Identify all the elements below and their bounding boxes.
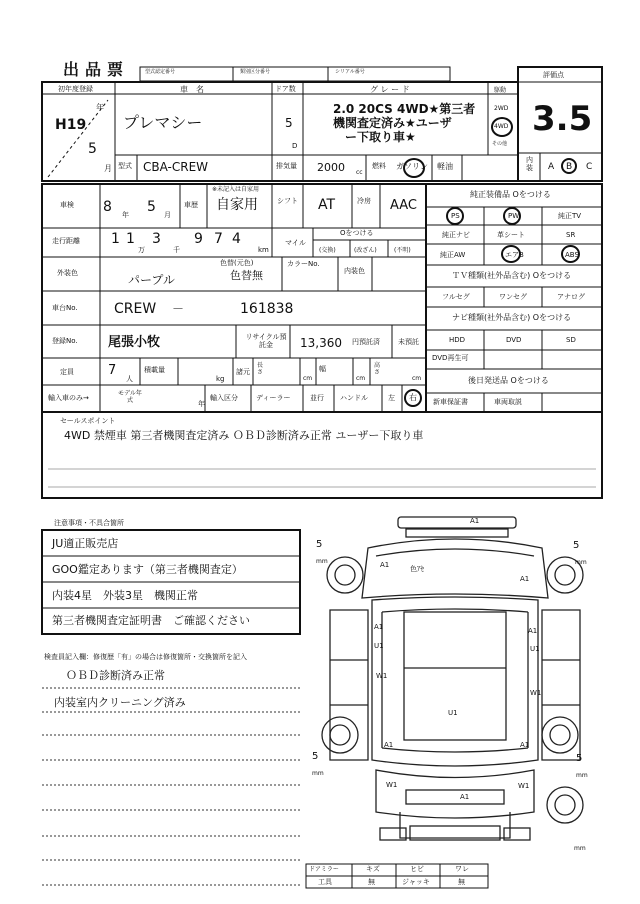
mark-door-fr-u: U1: [530, 645, 540, 653]
equip-abs: ABS: [565, 251, 579, 259]
equip-leather: 革シート: [497, 231, 525, 239]
mark-door-fl-u: U1: [374, 642, 384, 650]
notes-line-1: JU適正販売店: [52, 537, 119, 550]
navi-dvd: DVD: [506, 336, 522, 344]
later-title: 後日発送品 Oをつける: [468, 376, 549, 385]
mark-bumper-front: A1: [470, 517, 480, 525]
equip-abs-circle: [561, 245, 580, 263]
height-label: 高さ: [374, 362, 381, 376]
fuel-diesel: 軽油: [437, 162, 453, 171]
mark-door-rl: W1: [376, 672, 388, 680]
equip-airbag-circle: [501, 245, 521, 263]
drive-other: その他: [492, 141, 508, 147]
interior-label: 内装: [526, 156, 533, 172]
mark-qtr-rr: A1: [520, 741, 530, 749]
capacity-label: 定員: [60, 368, 74, 376]
shaken-year: 8: [103, 199, 112, 215]
mileage-digit-4: 9: [194, 231, 203, 247]
fuel-circle: [403, 158, 425, 178]
footer-tools: 工具: [318, 878, 332, 886]
mark-door-fl: A1: [374, 623, 384, 631]
fuel-gasoline: ガソリン: [396, 162, 428, 171]
tread-unit-rr: mm: [576, 772, 588, 779]
recycle-unit: 円預託済: [352, 338, 380, 346]
handle-right: 右: [409, 393, 417, 402]
shaken-year-unit: 年: [122, 211, 129, 219]
interior-b-circle: [561, 158, 577, 174]
car-name-label: 車 名: [180, 85, 204, 94]
model-value: CBA-CREW: [143, 160, 209, 174]
tread-unit-spare: mm: [574, 845, 586, 852]
model-year-label: モデル年式: [118, 390, 142, 405]
handle-label: ハンドル: [340, 394, 368, 402]
drive-label: 駆動: [494, 87, 507, 94]
load-label: 積載量: [144, 366, 165, 374]
navi-hdd: HDD: [449, 336, 466, 344]
doors-value: 5: [285, 116, 293, 130]
rating-value: 3.5: [532, 99, 593, 139]
tv-title: ＴＶ種類(社外品含む) Oをつける: [452, 271, 572, 280]
mark-rear-l: W1: [386, 781, 398, 789]
mark-bumper-rear: A1: [460, 793, 470, 801]
displacement-label: 排気量: [276, 162, 297, 170]
mileage-digit-6: 4: [232, 231, 241, 247]
equip-pw: PW: [508, 212, 520, 220]
mark-rear-r: W1: [518, 782, 530, 790]
import-parallel: 並行: [310, 394, 324, 402]
inspector-label: 検査員記入欄：修復歴「有」の場合は修復箇所・交換箇所を記入: [44, 653, 247, 661]
drive-2wd: 2WD: [494, 105, 509, 112]
displacement-unit: cc: [356, 169, 363, 176]
plate-label: 登録No.: [52, 337, 78, 345]
model-label: 型式: [118, 162, 132, 170]
interior-color-label: 内装色: [344, 267, 365, 275]
mark-qtr-rl: A1: [384, 741, 394, 749]
plate-value: 尾張小牧: [108, 335, 161, 350]
mileage-label: 走行距離: [52, 237, 80, 245]
shaken-month: 5: [147, 199, 156, 215]
car-name: プレマシー: [123, 113, 203, 132]
tv-oneseg: ワンセグ: [499, 293, 527, 301]
equip-pw-circle: [503, 207, 521, 225]
year-unit: 年: [96, 103, 104, 112]
inspector-line-2: 内装室内クリーニング済み: [54, 696, 186, 709]
history-label: 車歴: [184, 201, 198, 209]
tread-front-right: 5: [573, 540, 580, 551]
mileage-digit-5: 7: [214, 231, 223, 247]
mileage-digit-1: 1: [111, 231, 120, 247]
first-reg-label: 初年度登録: [58, 85, 93, 93]
displacement-value: 2000: [317, 161, 345, 174]
reg-month: 5: [88, 141, 97, 157]
mark-fade: 色ｱｾ: [410, 565, 424, 573]
ac-label: 冷房: [357, 197, 371, 205]
capacity-unit: 人: [126, 375, 133, 383]
tread-unit-fl: mm: [316, 558, 328, 565]
handle-right-circle: [404, 389, 422, 407]
tread-front-left: 5: [316, 539, 323, 550]
tv-fullseg: フルセグ: [442, 293, 470, 301]
length-cm: cm: [303, 375, 313, 382]
footer-mirror-label: ドアミラー: [309, 866, 339, 873]
ac-value: AAC: [390, 198, 417, 213]
footer-break-label: ワレ: [455, 865, 469, 873]
class-label: 類別区分番号: [240, 69, 271, 75]
fuel-label: 燃料: [372, 162, 386, 170]
history-note: ※未記入は自家用: [212, 186, 260, 193]
recycle-label: リサイクル預託金: [245, 333, 287, 350]
shift-label: シフト: [277, 197, 298, 205]
load-kg: kg: [216, 375, 225, 383]
grade-line-3: ー下取り車★: [345, 130, 416, 144]
width-cm: cm: [356, 375, 366, 382]
model-year-unit: 年: [198, 400, 205, 408]
import-class-label: 輸入区分: [210, 394, 238, 402]
tread-rear-left: 5: [312, 751, 319, 762]
meter-exchange: (交換): [319, 247, 336, 254]
shaken-month-unit: 月: [164, 211, 171, 219]
equip-tv: 純正TV: [558, 212, 582, 220]
mark-door-rr: W1: [530, 689, 542, 697]
chassis-number: 161838: [240, 301, 294, 317]
equip-sr: SR: [566, 231, 576, 239]
height-cm: cm: [412, 375, 422, 382]
sales-point-text: 4WD 禁煙車 第三者機関査定済み ＯＢＤ診断済み正常 ユーザー下取り車: [64, 429, 424, 442]
equip-ps: PS: [451, 212, 460, 220]
interior-c: C: [586, 162, 593, 172]
handle-left: 左: [388, 394, 395, 402]
length-label: 長さ: [257, 362, 264, 376]
tv-analog: アナログ: [557, 293, 585, 301]
recycle-amount: 13,360: [300, 336, 342, 350]
serial-label: シリアル番号: [335, 69, 365, 75]
month-unit: 月: [104, 164, 112, 173]
grade-line-2: 機関査定済み★ユーザ: [333, 116, 452, 130]
meter-tamper: (改ざん): [354, 247, 377, 254]
footer-jack: ジャッキ: [402, 878, 430, 886]
meter-unknown: (不明): [394, 247, 411, 254]
dvd-playback: DVD再生可: [432, 354, 469, 362]
mileage-digit-2: 1: [126, 231, 135, 247]
later-warranty: 新車保証書: [433, 398, 468, 406]
notes-line-2: GOO鑑定あります（第三者機関査定）: [52, 563, 243, 576]
import-label: 輸入車のみ→: [48, 394, 89, 402]
interior-b: B: [566, 162, 573, 172]
navi-title: ナビ種類(社外品含む) Oをつける: [452, 313, 572, 322]
genuine-title: 純正装備品 Oをつける: [470, 190, 551, 199]
mileage-km: km: [258, 246, 269, 254]
width-label: 幅: [319, 365, 326, 373]
mile-label: マイル: [285, 239, 306, 247]
color-no-label: カラーNo.: [287, 260, 320, 268]
shift-value: AT: [318, 197, 336, 213]
repaint-label: 色替(元色): [220, 259, 254, 267]
chassis-dash: －: [172, 302, 185, 316]
chassis-prefix: CREW: [114, 301, 157, 317]
inspector-line-1: ＯＢＤ診断済み正常: [66, 669, 165, 682]
tread-unit-fr: mm: [575, 559, 587, 566]
mark-fender-fr: A1: [520, 575, 530, 583]
equip-airbag: エアB: [505, 251, 524, 259]
notes-label: 注意事項・不具合箇所: [54, 519, 124, 527]
mileage-man: 万: [138, 246, 145, 254]
mileage-sen: 千: [173, 246, 180, 254]
navi-sd: SD: [566, 336, 576, 344]
mark-roof: U1: [448, 709, 458, 717]
history-value: 自家用: [216, 197, 258, 213]
grade-line-1: 2.0 20CS 4WD★第三者: [333, 102, 476, 116]
recycle-not-deposited: 未預託: [398, 338, 419, 346]
tread-unit-rl: mm: [312, 770, 324, 777]
equip-navi: 純正ナビ: [442, 231, 470, 239]
repaint-value: 色替無: [230, 269, 263, 282]
tread-rear-right: 5: [576, 753, 583, 764]
grade-label: グ レ ー ド: [370, 85, 410, 94]
notes-line-3: 内装4星 外装3星 機関正常: [52, 589, 198, 602]
capacity-value: 7: [108, 363, 117, 378]
footer-scratch-label: キズ: [366, 865, 380, 873]
chassis-label: 車台No.: [52, 304, 78, 312]
mark-door-fr: A1: [528, 627, 538, 635]
import-dealer: ディーラー: [256, 394, 291, 402]
drive-4wd-circle: [491, 117, 513, 137]
reg-year: H19: [55, 117, 87, 133]
dims-label: 諸元: [236, 368, 250, 376]
mark-fender-fl: A1: [380, 561, 390, 569]
footer-tools-value: 無: [368, 878, 375, 886]
mileage-digit-3: 3: [152, 231, 161, 247]
type-cert-label: 型式認定番号: [145, 69, 176, 75]
color-label: 外装色: [57, 269, 78, 277]
doors-label: ドア数: [275, 85, 296, 93]
interior-a: A: [548, 162, 555, 172]
equip-ps-circle: [446, 207, 464, 225]
later-manual: 車両取説: [494, 398, 522, 406]
rating-label: 評価点: [543, 71, 564, 79]
sales-point-label: セールスポイント: [60, 417, 116, 425]
color-value: パープル: [128, 273, 175, 287]
notes-line-4: 第三者機関査定証明書 ご確認ください: [52, 614, 250, 627]
doors-unit: D: [292, 142, 298, 150]
footer-crack-label: ヒビ: [410, 865, 424, 873]
form-title: 出品票: [63, 60, 130, 79]
footer-jack-value: 無: [458, 878, 465, 886]
meter-circle-note: Oをつける: [340, 229, 374, 237]
shaken-label: 車検: [60, 201, 74, 209]
equip-aw: 純正AW: [440, 251, 466, 259]
drive-4wd: 4WD: [494, 123, 509, 130]
